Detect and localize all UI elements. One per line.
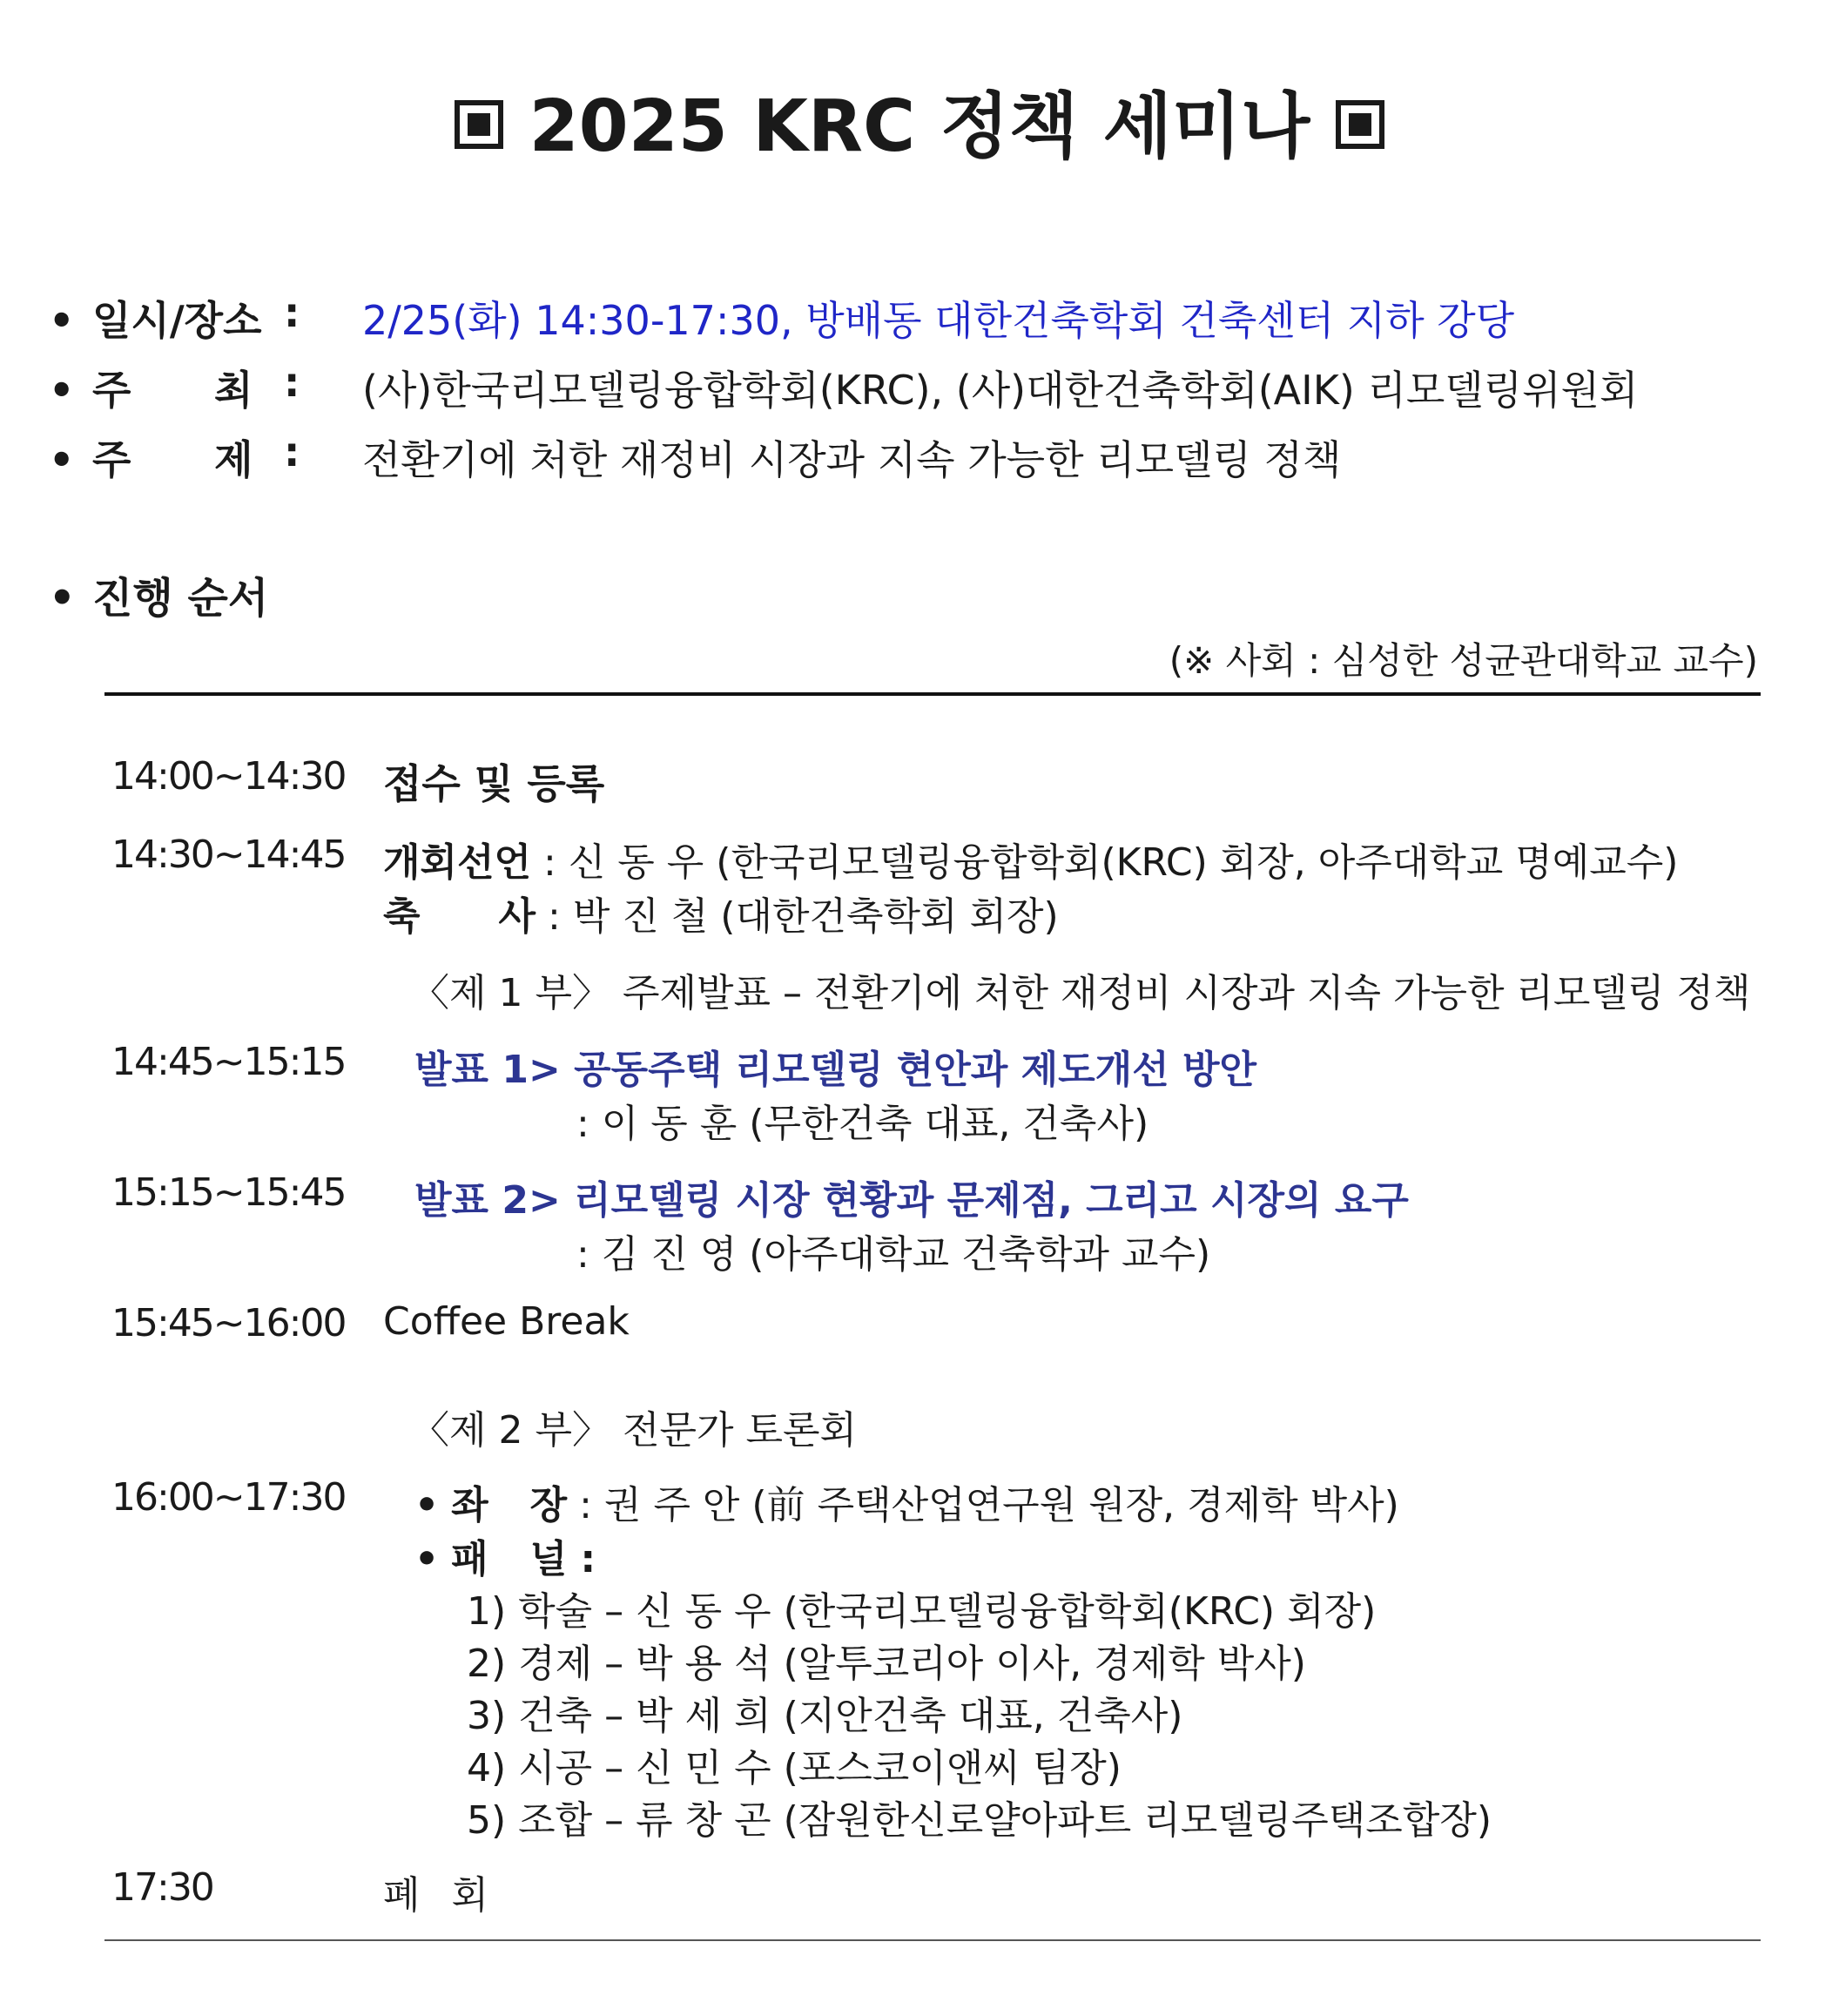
- section-heading: 〈제 1 부〉 주제발표 – 전환기에 처한 재정비 시장과 지속 가능한 리모델링 정책: [411, 971, 1751, 1015]
- time-slot: 17:30: [111, 1865, 213, 1910]
- time-slot: 16:00~17:30: [111, 1475, 346, 1520]
- chair: • 좌 장 : 권 주 안 (前 주택산업연구원 원장, 경제학 박사): [414, 1483, 1399, 1527]
- bullet: •: [49, 297, 75, 344]
- info-row-theme: [49, 428, 1342, 486]
- info-row-datetime: [49, 289, 1515, 347]
- info-label: 주 제 :: [92, 428, 300, 483]
- section-heading: 〈제 2 부〉 전문가 토론회: [411, 1408, 857, 1453]
- time-slot: 15:15~15:45: [111, 1170, 346, 1215]
- panel-heading: • 패 널 :: [414, 1537, 596, 1581]
- moderator-note: (※ 사회 : 심성한 성균관대학교 교수): [1169, 639, 1758, 682]
- divider: [104, 1939, 1761, 1941]
- info-value: (사)한국리모델링융합학회(KRC), (사)대한건축학회(AIK) 리모델링위원회: [362, 367, 1639, 414]
- time-slot: 14:00~14:30: [111, 754, 346, 799]
- speaker: : 김 진 영 (아주대학교 건축학과 교수): [576, 1232, 1211, 1277]
- panel-member: 3) 건축 – 박 세 희 (지안건축 대표, 건축사): [467, 1694, 1183, 1738]
- page-title: 2025 KRC 정책 세미나: [0, 70, 1839, 172]
- speaker: : 이 동 훈 (무한건축 대표, 건축사): [576, 1102, 1149, 1146]
- info-value: 2/25(화) 14:30-17:30, 방배동 대한건축학회 건축센터 지하 강당: [362, 297, 1515, 344]
- bullet: •: [49, 367, 75, 414]
- panel-member: 4) 시공 – 신 민 수 (포스코이앤씨 팀장): [467, 1746, 1122, 1790]
- info-label: 일시/장소 :: [92, 289, 300, 344]
- panel-member: 2) 경제 – 박 용 석 (알투코리아 이사, 경제학 박사): [467, 1642, 1306, 1686]
- talk-title: 발표 1> 공동주택 리모델링 현안과 제도개선 방안: [414, 1048, 1256, 1092]
- time-slot: 14:30~14:45: [111, 833, 346, 877]
- divider: [104, 692, 1761, 696]
- program-item: Coffee Break: [383, 1299, 630, 1344]
- filled-square-icon: [1336, 100, 1384, 149]
- talk-title: 발표 2> 리모델링 시장 현황과 문제점, 그리고 시장의 요구: [414, 1178, 1409, 1223]
- info-row-host: [49, 359, 1639, 416]
- bullet: •: [49, 436, 75, 483]
- time-slot: 14:45~15:15: [111, 1040, 346, 1084]
- section-title: • 진행 순서: [49, 574, 269, 623]
- program-item: 축 사 : 박 진 철 (대한건축학회 회장): [383, 894, 1059, 939]
- panel-member: 5) 조합 – 류 창 곤 (잠원한신로얄아파트 리모델링주택조합장): [467, 1798, 1492, 1843]
- filled-square-icon: [455, 100, 503, 149]
- program-item: 개회선언 : 신 동 우 (한국리모델링융합학회(KRC) 회장, 아주대학교 명예교수): [383, 840, 1679, 885]
- closing: 폐 회: [383, 1873, 489, 1918]
- program-item: 접수 및 등록: [383, 760, 605, 807]
- info-label: 주 최 :: [92, 359, 300, 414]
- time-slot: 15:45~16:00: [111, 1301, 346, 1345]
- info-value: 전환기에 처한 재정비 시장과 지속 가능한 리모델링 정책: [362, 436, 1342, 483]
- panel-member: 1) 학술 – 신 동 우 (한국리모델링융합학회(KRC) 회장): [467, 1589, 1377, 1634]
